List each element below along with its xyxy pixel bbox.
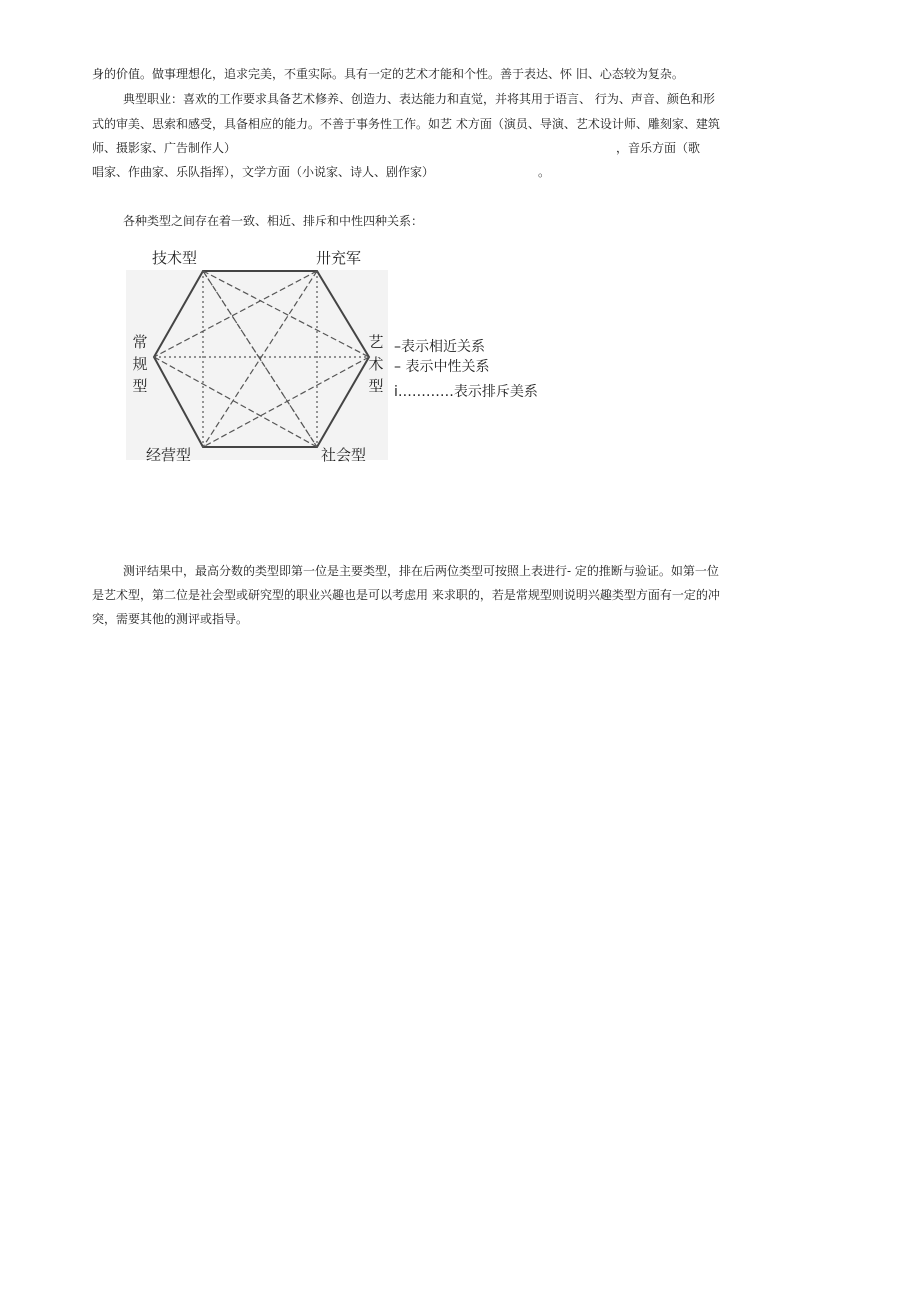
paragraph-3-line-1: 各种类型之间存在着一致、相近、排斥和中性四种关系： [123, 214, 424, 228]
diagram-background [126, 270, 388, 460]
label-conventional-type: 常规型 [132, 333, 148, 395]
paragraph-2-line-4b: 。 [538, 165, 551, 179]
paragraph-4-line-3: 突，需要其他的测评或指导。 [92, 612, 249, 626]
legend-exclusive-relation: i…………表示排斥美系 [394, 384, 538, 400]
paragraph-2-line-3b: ，音乐方面（歌 [616, 141, 701, 155]
paragraph-2-line-3a: 师、摄影家、广告制作人） [92, 141, 237, 155]
paragraph-4-line-2: 是艺术型，第二位是社会型或研究型的职业兴趣也是可以考虑用 来求职的，若是常规型则说明兴趣类型方面有一定的冲 [92, 588, 720, 602]
relationship-hexagon-diagram [0, 0, 920, 500]
paragraph-4-line-1: 测评结果中，最高分数的类型即第一位是主要类型，排在后两位类型可按照上表进行- 定的推断与验证。如第一位 [123, 564, 719, 578]
legend-similar-relation: –表示相近关系 [394, 339, 485, 355]
label-artistic-type: 艺术型 [368, 333, 384, 395]
paragraph-2-line-1: 典型职业：喜欢的工作要求具备艺术修养、创造力、表达能力和直觉，并将其用于语言、 行为、声音、颜色和形 [123, 92, 715, 106]
label-enterprising-type: 经营型 [146, 446, 192, 464]
paragraph-2-line-2: 式的审美、思索和感受，具备相应的能力。不善于事务性工作。如艺 术方面（演员、导演、艺术设计师、雕刻家、建筑 [92, 117, 720, 131]
label-technical-type: 技术型 [152, 249, 198, 267]
paragraph-2-line-4a: 唱家、作曲家、乐队指挥），文学方面（小说家、诗人、剧作家） [92, 165, 435, 179]
label-research-type: 卅充军 [316, 249, 362, 267]
paragraph-1-line-1: 身的价值。做事理想化，追求完美，不重实际。具有一定的艺术才能和个性。善于表达、怀 旧、心态较为复杂。 [92, 67, 684, 81]
label-social-type: 社会型 [321, 446, 367, 464]
legend-neutral-relation: – 表示中性关系 [394, 359, 490, 375]
